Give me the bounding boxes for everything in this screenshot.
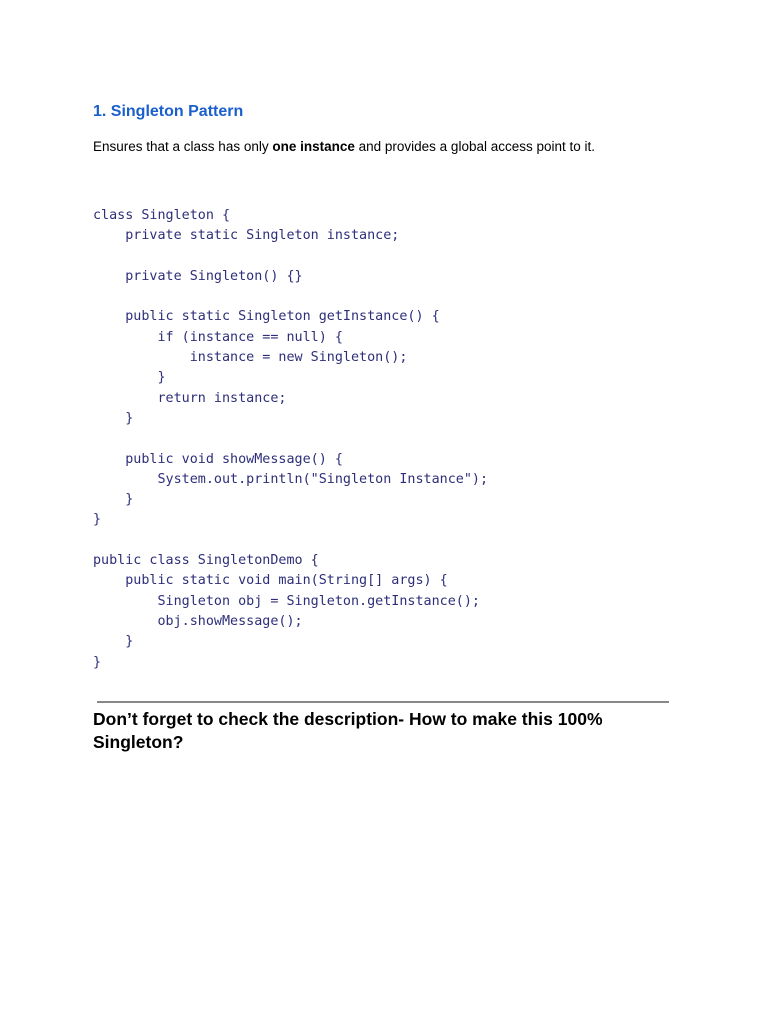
code-line: Singleton obj = Singleton.getInstance(); [93, 593, 480, 609]
code-line: obj.showMessage(); [93, 613, 303, 629]
code-line: } [93, 512, 102, 528]
callout-text: Don’t forget to check the description- How to make this 100% Singleton? [93, 709, 603, 752]
intro-paragraph [93, 139, 595, 154]
code-line: private Singleton() {} [93, 268, 303, 284]
code-line: public static Singleton getInstance() { [93, 309, 440, 325]
code-line: public class SingletonDemo { [93, 553, 319, 569]
code-line: public static void main(String[] args) { [93, 573, 448, 589]
code-line: } [93, 654, 102, 670]
code-line [93, 287, 488, 307]
intro-text-before: Ensures that a class has only [93, 139, 273, 154]
intro-text-after: and provides a global access point to it. [354, 139, 596, 154]
code-line: System.out.println("Singleton Instance"); [93, 471, 489, 487]
horizontal-divider [97, 701, 669, 703]
code-line: public void showMessage() { [93, 451, 343, 467]
code-line: instance = new Singleton(); [93, 350, 408, 366]
code-line: } [93, 410, 134, 426]
code-line: private static Singleton instance; [93, 228, 400, 244]
code-line: return instance; [93, 390, 287, 406]
code-block [93, 206, 488, 673]
code-line: } [93, 370, 166, 386]
code-line [93, 247, 488, 267]
code-line: if (instance == null) { [93, 329, 343, 345]
code-line: } [93, 492, 134, 508]
code-line: } [93, 634, 134, 650]
code-line [93, 429, 488, 449]
section-heading: 1. Singleton Pattern [93, 103, 244, 120]
code-line [93, 531, 488, 551]
intro-text-bold: one instance [272, 139, 355, 154]
code-line: class Singleton { [93, 208, 231, 223]
